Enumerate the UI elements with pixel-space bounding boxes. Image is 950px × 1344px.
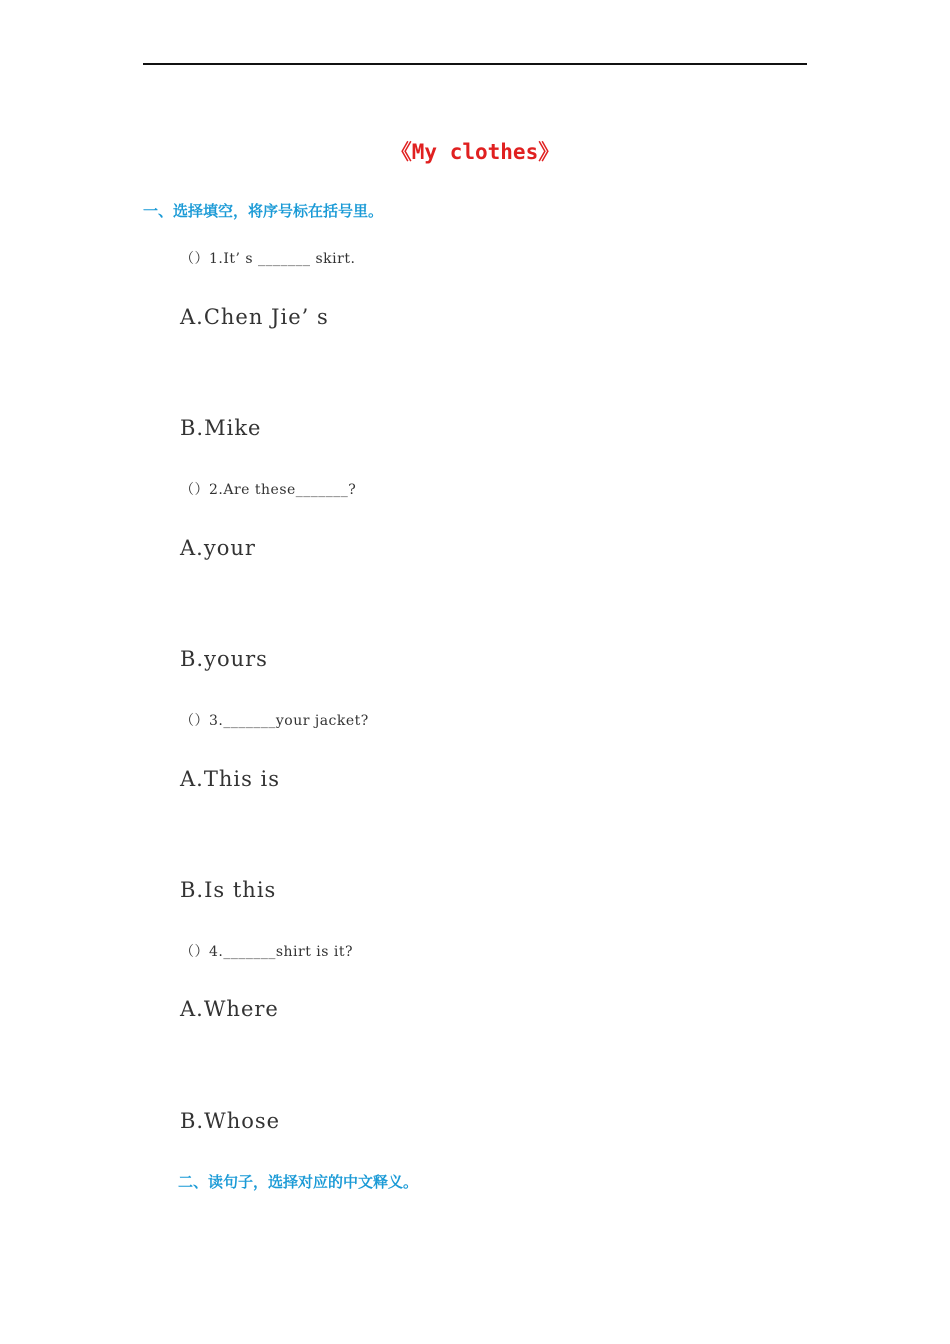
question-3-option-b: B.Is this [180, 878, 277, 902]
question-2-option-a: A.your [180, 536, 256, 560]
question-2-stem: （）2.Are these_______? [180, 482, 357, 498]
section-1-heading: 一、选择填空，将序号标在括号里。 [143, 202, 384, 220]
question-1-option-a: A.Chen Jie’ s [180, 305, 329, 329]
question-3-stem: （）3._______your jacket? [180, 713, 369, 729]
question-4-option-a: A.Where [180, 997, 279, 1021]
question-1-stem: （）1.It’ s _______ skirt. [180, 251, 356, 267]
question-1-option-b: B.Mike [180, 416, 262, 440]
question-3-option-a: A.This is [180, 767, 281, 791]
document-title: 《My clothes》 [390, 140, 560, 164]
question-4-option-b: B.Whose [180, 1109, 281, 1133]
section-2-heading: 二、读句子，选择对应的中文释义。 [178, 1173, 419, 1191]
header-rule [143, 63, 807, 65]
question-2-option-b: B.yours [180, 647, 268, 671]
question-4-stem: （）4._______shirt is it? [180, 944, 354, 960]
